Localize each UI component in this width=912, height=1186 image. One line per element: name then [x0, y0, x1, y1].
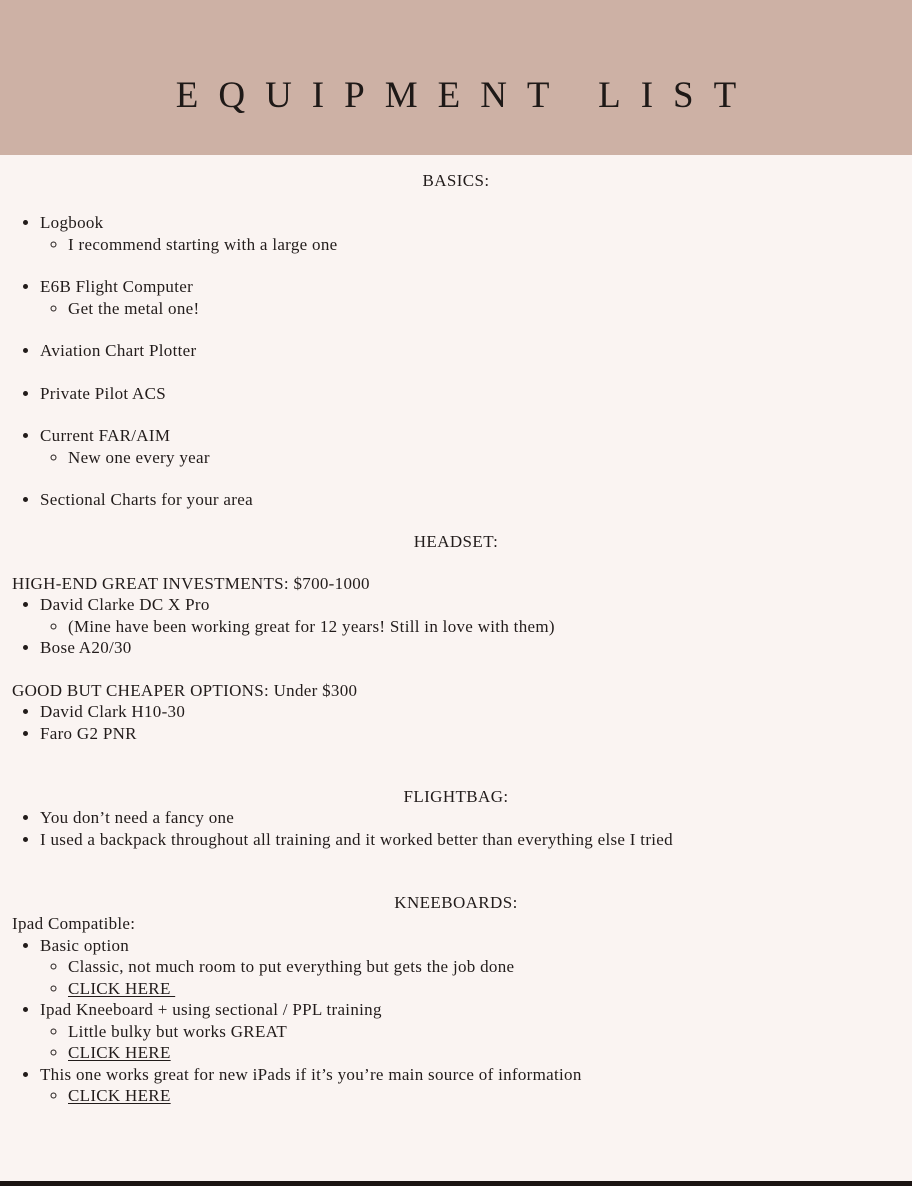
section-basics [12, 171, 900, 511]
kneeboards-list [12, 935, 900, 1107]
sub-list-item: ◦ New one every year [68, 447, 900, 469]
sub-list [40, 1085, 900, 1107]
bottom-border [0, 1181, 912, 1186]
list-item [40, 637, 900, 659]
list-item [40, 383, 900, 405]
list-item [40, 425, 900, 468]
list-item-text: Logbook [40, 213, 104, 232]
list-item-text: David Clark H10-30 [40, 702, 186, 721]
list-item-text: Bose A20/30 [40, 638, 132, 657]
click-here-link[interactable]: CLICK HERE [68, 1043, 171, 1062]
list-item-text: I used a backpack throughout all training and it worked better than everything else I tried [40, 829, 673, 849]
flightbag-list [12, 807, 900, 850]
list-item-text: Ipad Kneeboard + using sectional / PPL training [40, 1000, 382, 1019]
list-item [40, 723, 900, 745]
list-item [40, 340, 900, 362]
headset-cheaper-list [12, 701, 900, 744]
section-flightbag [12, 787, 900, 850]
sub-list-item: ◦ Get the metal one! [68, 298, 900, 320]
list-item-text: Aviation Chart Plotter [40, 341, 197, 360]
section-heading-headset: HEADSET: [413, 531, 499, 551]
sub-list-item [68, 1042, 900, 1064]
list-item-text: Faro G2 PNR [40, 723, 137, 743]
sub-list-item: ◦ I recommend starting with a large one [68, 234, 900, 256]
list-item-text: This one works great for new iPads if it’s you’re main source of information [40, 1064, 582, 1084]
header-band [0, 0, 912, 155]
list-item [40, 212, 900, 255]
sub-list [40, 1021, 900, 1064]
list-item [40, 701, 900, 723]
list-item-text: You don’t need a fancy one [40, 808, 235, 827]
group-label-cheaper-options: GOOD BUT CHEAPER OPTIONS: Under $300 [12, 680, 358, 700]
sub-list-item [68, 978, 900, 1000]
page-title: EQUIPMENT LIST [175, 75, 757, 116]
list-item-text: E6B Flight Computer [40, 277, 194, 296]
list-item [40, 489, 900, 511]
section-heading-kneeboards: KNEEBOARDS: [394, 893, 518, 912]
group-label-high-end: HIGH-END GREAT INVESTMENTS: $700-1000 [12, 573, 370, 593]
list-item [40, 276, 900, 319]
section-heading-basics: BASICS: [422, 171, 490, 190]
basics-list [12, 212, 900, 511]
list-item [40, 829, 900, 851]
sub-list-item: ◦ (Mine have been working great for 12 years! Still in love with them) [68, 616, 900, 638]
group-label-ipad-compatible: Ipad Compatible: [12, 914, 136, 933]
click-here-link[interactable]: CLICK HERE [68, 978, 176, 998]
list-item [40, 935, 900, 1000]
headset-high-end-list [12, 594, 900, 659]
sub-list [40, 616, 900, 638]
section-headset [12, 532, 900, 745]
click-here-link[interactable]: CLICK HERE [68, 1086, 171, 1105]
list-item-text: Sectional Charts for your area [40, 490, 253, 509]
section-heading-flightbag: FLIGHTBAG: [403, 787, 509, 806]
sub-list-item [68, 1085, 900, 1107]
list-item [40, 1064, 900, 1107]
list-item-text: Current FAR/AIM [40, 426, 171, 445]
list-item-text: Basic option [40, 935, 130, 955]
sub-list [40, 298, 900, 320]
list-item-text: David Clarke DC X Pro [40, 595, 210, 614]
list-item [40, 807, 900, 829]
sub-list-item: ◦ Little bulky but works GREAT [68, 1021, 900, 1043]
document-body [0, 155, 912, 1107]
list-item-text: Private Pilot ACS [40, 383, 167, 403]
sub-list [40, 447, 900, 469]
list-item [40, 594, 900, 637]
sub-list [40, 956, 900, 999]
section-kneeboards [12, 893, 900, 1107]
sub-list-item: ◦ Classic, not much room to put everything but gets the job done [68, 956, 900, 978]
list-item [40, 999, 900, 1064]
sub-list [40, 234, 900, 256]
